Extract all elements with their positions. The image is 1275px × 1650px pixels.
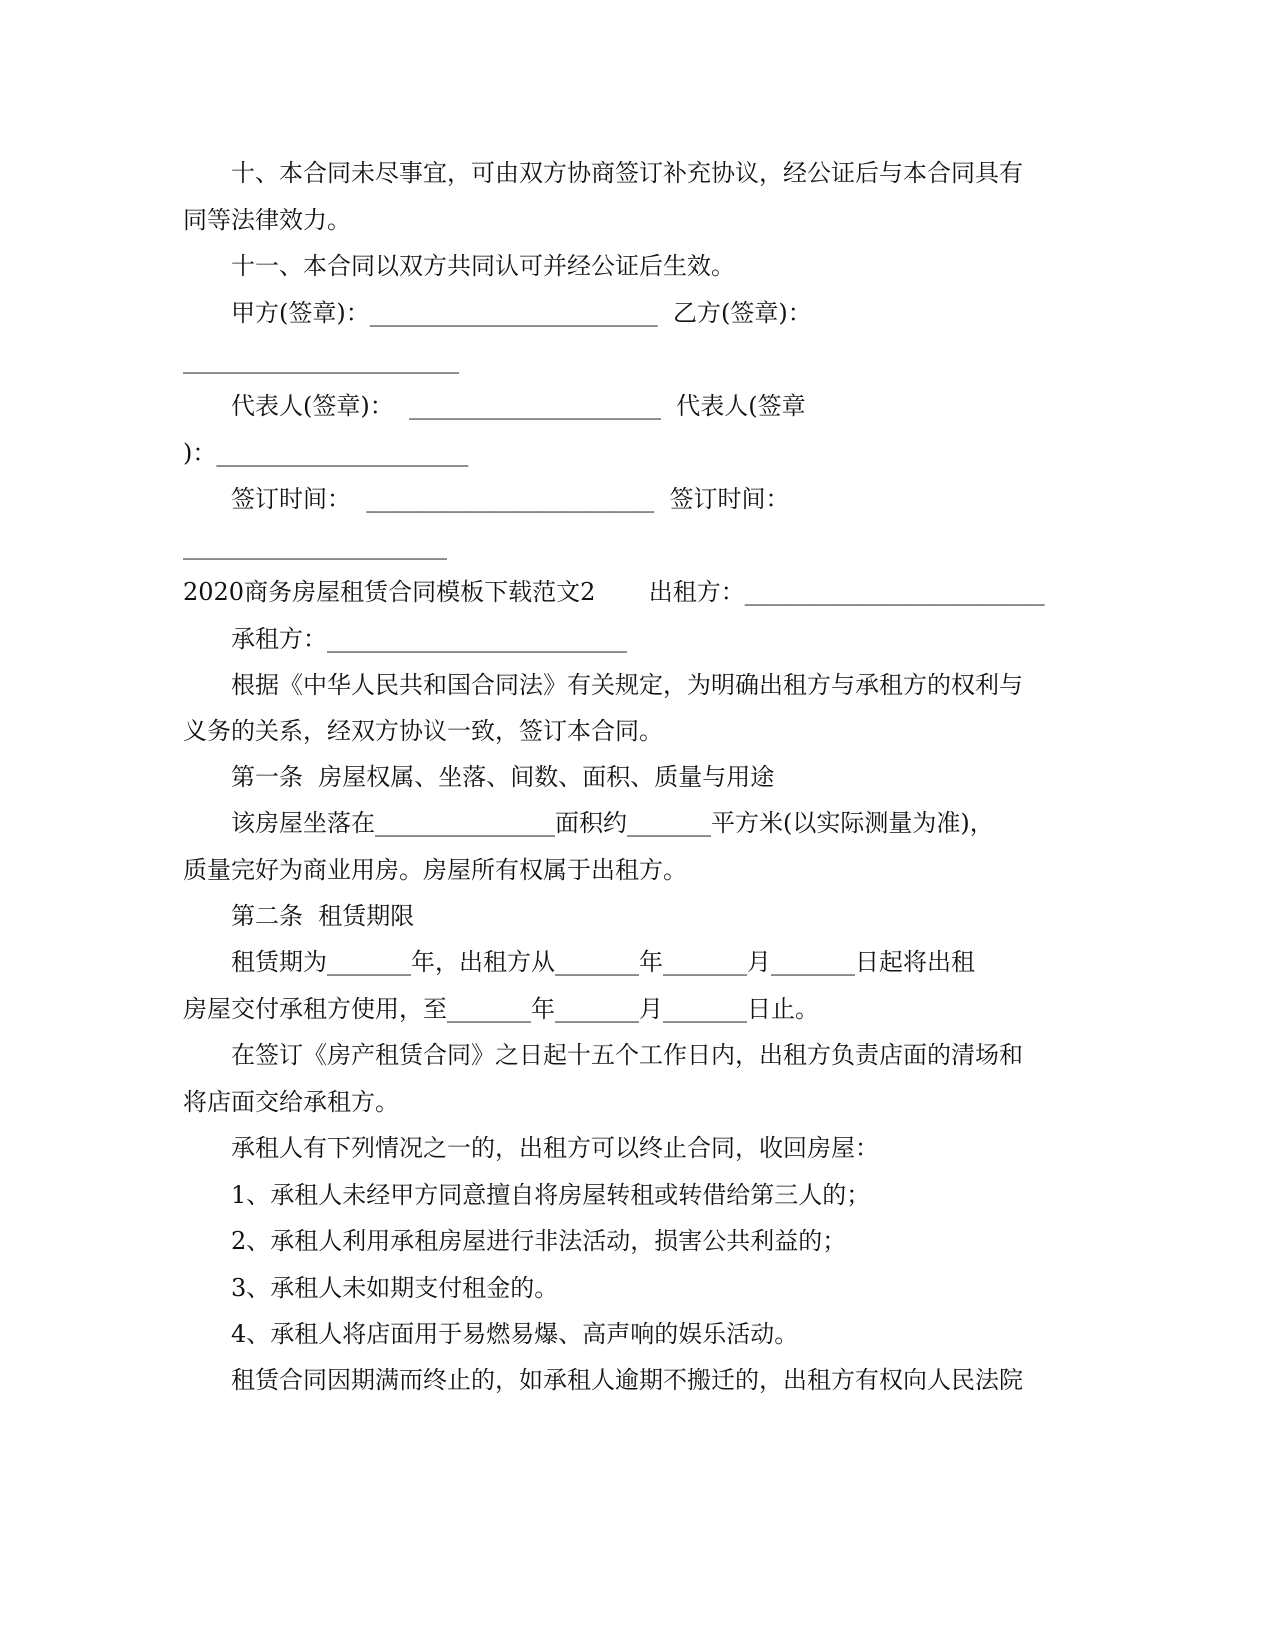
signing-date-line: 签订时间： ________________________ 签订时间： (231, 485, 790, 513)
expiry-clause-line-1: 租赁合同因期满而终止的，如承租人逾期不搬迁的，出租方有权向人民法院 (231, 1366, 1023, 1394)
lease-term-line-2: 房屋交付承租方使用，至_______年_______月_______日止。 (183, 995, 819, 1023)
termination-condition-2: 2、承租人利用承租房屋进行非法活动，损害公共利益的； (231, 1227, 847, 1255)
lessee-line: 承租方：_________________________ (231, 625, 627, 653)
representative-signature-line: 代表人(签章)： _____________________ 代表人(签章 (231, 392, 806, 420)
termination-conditions-intro: 承租人有下列情况之一的，出租方可以终止合同，收回房屋： (231, 1134, 879, 1162)
party-b-signature-blank: _______________________ (183, 346, 459, 374)
clause-ten-line-1: 十、本合同未尽事宜，可由双方协商签订补充协议，经公证后与本合同具有 (231, 159, 1023, 187)
representative-signature-blank: )：_____________________ (183, 439, 469, 467)
signing-date-blank: ______________________ (183, 532, 447, 560)
preamble-line-2: 义务的关系，经双方协议一致，签订本合同。 (183, 717, 663, 745)
termination-condition-3: 3、承租人未如期支付租金的。 (231, 1274, 559, 1302)
termination-condition-4: 4、承租人将店面用于易燃易爆、高声响的娱乐活动。 (231, 1320, 799, 1348)
lease-term-line-1: 租赁期为_______年，出租方从_______年_______月_______日起将出租 (231, 948, 975, 976)
party-a-signature-line: 甲方(签章)：________________________ 乙方(签章)： (231, 299, 812, 327)
clause-ten-line-2: 同等法律效力。 (183, 206, 351, 234)
article-two-heading: 第二条 租赁期限 (231, 902, 415, 930)
clause-eleven: 十一、本合同以双方共同认可并经公证后生效。 (231, 252, 735, 280)
handover-line-1: 在签订《房产租赁合同》之日起十五个工作日内，出租方负责店面的清场和 (231, 1041, 1023, 1069)
contract-title-lessor: 2020商务房屋租赁合同模板下载范文2 出租方：_________________________ (183, 578, 1045, 606)
article-one-line-2: 质量完好为商业用房。房屋所有权属于出租方。 (183, 856, 687, 884)
article-one-line-1: 该房屋坐落在_______________面积约_______平方米(以实际测量为准)， (231, 809, 994, 837)
termination-condition-1: 1、承租人未经甲方同意擅自将房屋转租或转借给第三人的； (231, 1181, 871, 1209)
preamble-line-1: 根据《中华人民共和国合同法》有关规定，为明确出租方与承租方的权利与 (231, 671, 1023, 699)
article-one-heading: 第一条 房屋权属、坐落、间数、面积、质量与用途 (231, 763, 775, 791)
handover-line-2: 将店面交给承租方。 (183, 1088, 399, 1116)
